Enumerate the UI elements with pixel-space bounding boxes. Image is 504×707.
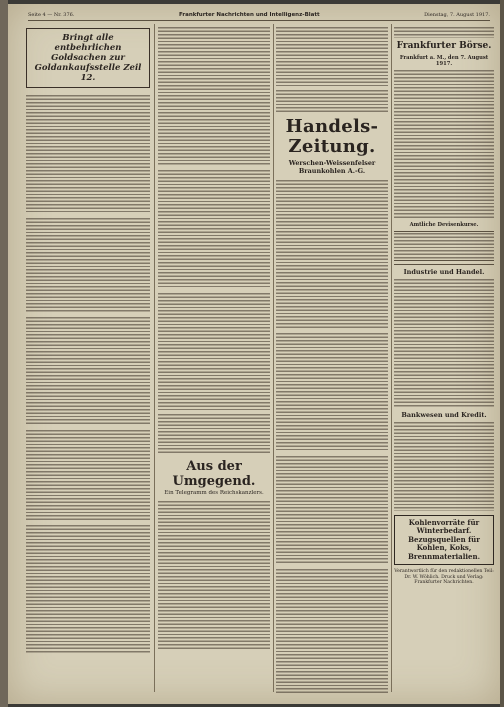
article-text [394,26,494,38]
article-text [276,332,388,452]
page-number: Seite 4 — Nr. 376. [28,12,75,18]
article-text [394,278,494,408]
column-rule [273,24,274,692]
article-text [158,292,270,410]
section-heading-boerse: Frankfurter Börse. [396,41,492,51]
newspaper-title: Frankfurter Nachrichten und Intelligenz-Blatt [178,12,320,18]
column-rule [391,24,392,692]
article-text [26,429,150,521]
page-edge [500,0,504,707]
article-text [158,26,270,166]
article-text [276,89,388,113]
column-3 [276,26,388,694]
column-4 [394,26,494,694]
issue-date: Dienstag, 7. August 1917. [424,12,490,18]
imprint: Verantwortlich für den redaktionellen Teil: Dr. W. Wöhlich. Druck und Verlag: Frankfurter Nachrichten. [394,569,494,586]
coal-advertisement: Kohlenvorräte für Winterbedarf. Bezugsquellen für Kohlen, Koks, Brennmaterialien. [394,515,494,566]
article-text [26,217,150,313]
boerse-dateline: Frankfurt a. M., den 7. August 1917. [399,55,489,67]
article-text [276,455,388,565]
section-heading-handels: Handels-Zeitung. [285,116,379,157]
table-heading: Amtliche Devisenkurse. [409,222,479,228]
column-rule [154,24,155,692]
article-text [26,94,150,214]
section-subheading-handels: Werschen-Weissenfelser Braunkohlen A.-G. [288,159,376,175]
article-text [158,169,270,289]
article-text [276,26,388,86]
article-text [276,568,388,694]
article-text [394,421,494,511]
column-2 [158,26,270,694]
section-heading-bank: Bankwesen und Kredit. [401,410,487,419]
divider [394,264,494,265]
exchange-rate-table [394,231,494,261]
article-text [276,179,388,329]
column-1 [26,26,150,694]
gold-collection-notice: Bringt alle entbehrlichen Goldsachen zur Goldankaufsstelle Zeil 12. [26,28,150,88]
article-text [158,500,270,650]
article-text [26,524,150,654]
section-subheading: Ein Telegramm des Reichskanzlers. [164,490,264,496]
section-heading-umgegend: Aus der Umgegend. [172,459,256,489]
running-header [28,10,490,21]
newspaper-page [8,4,500,704]
article-text [394,69,494,219]
article-text [158,413,270,455]
section-heading-industrie: Industrie und Handel. [403,267,485,276]
book-spine [0,0,8,707]
article-text [26,316,150,426]
